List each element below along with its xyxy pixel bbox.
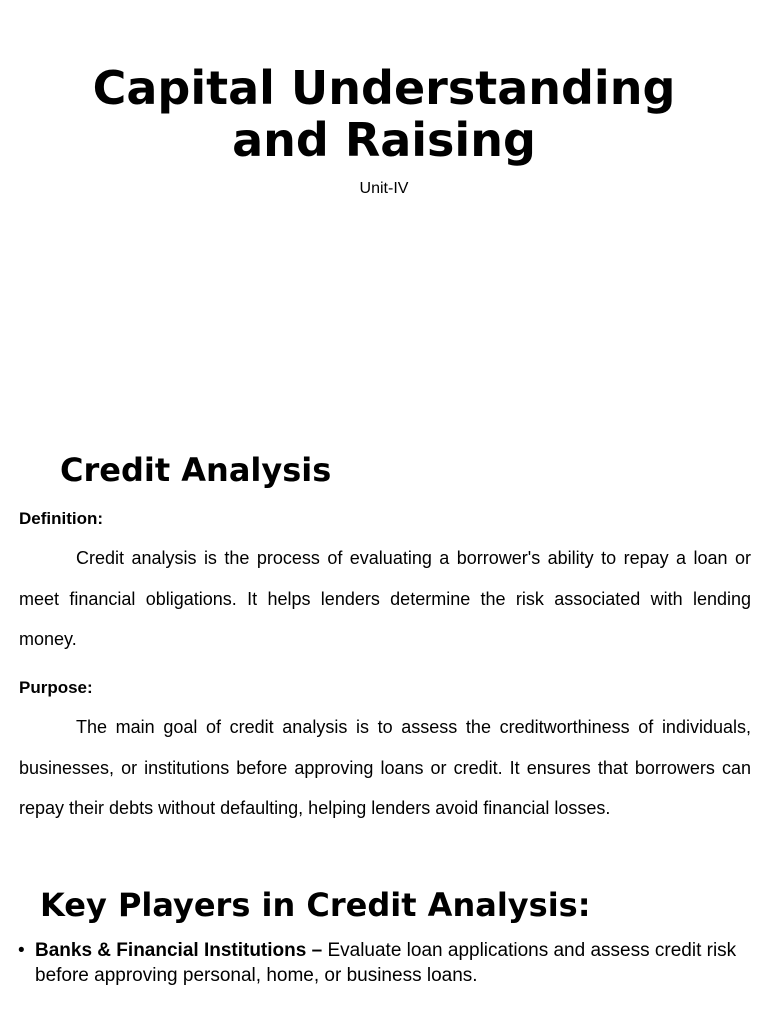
credit-analysis-heading: Credit Analysis xyxy=(60,451,332,489)
key-players-list xyxy=(0,938,768,988)
main-title: Capital Understanding and Raising xyxy=(92,61,676,167)
subtitle: Unit-IV xyxy=(359,180,409,197)
definition-paragraph: Credit analysis is the process of evaluating a borrower's ability to repay a loan or meet financial obligations. It helps lenders determine the risk associated with lending money. xyxy=(19,548,751,649)
bullet-term: Banks & Financial Institutions – xyxy=(35,940,323,961)
definition-label: Definition: xyxy=(19,509,104,528)
bullet-icon: • xyxy=(18,940,25,961)
key-players-heading: Key Players in Credit Analysis: xyxy=(40,886,591,924)
list-item xyxy=(0,938,768,988)
bullet-text: Evaluate loan applications and assess credit risk before approving personal, home, or business loans. xyxy=(35,940,737,986)
purpose-label: Purpose: xyxy=(19,678,93,697)
purpose-paragraph: The main goal of credit analysis is to assess the creditworthiness of individuals, businesses, or institutions before approving loans or credit. It ensures that borrowers can repay their debts without defaulting, helping lenders avoid financial losses. xyxy=(19,717,751,818)
title-slide xyxy=(0,62,768,199)
